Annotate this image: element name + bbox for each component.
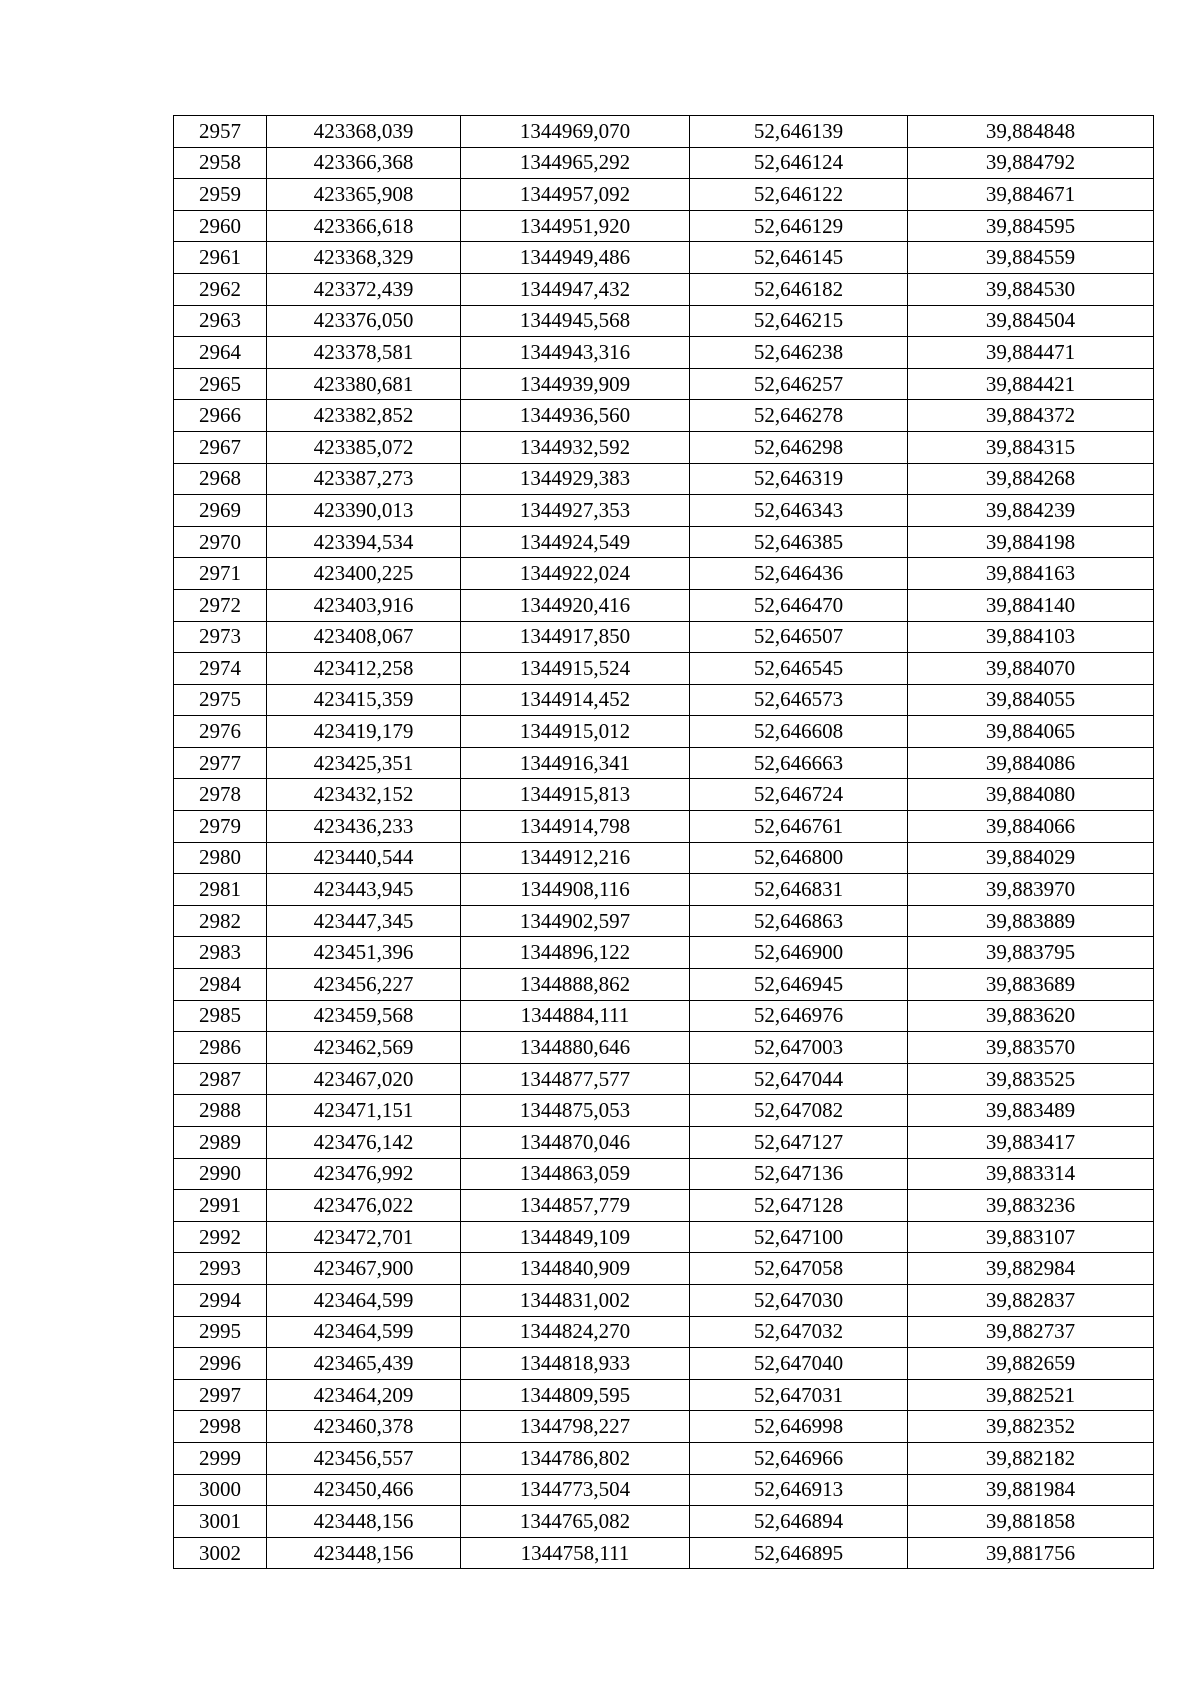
x-coordinate-cell: 423366,368 [267, 147, 461, 179]
y-coordinate-cell: 1344758,111 [461, 1537, 690, 1569]
table-row [174, 811, 1154, 843]
y-coordinate-cell: 1344917,850 [461, 621, 690, 653]
latitude-cell: 52,646966 [690, 1442, 908, 1474]
x-coordinate-cell: 423408,067 [267, 621, 461, 653]
longitude-cell: 39,882984 [908, 1253, 1154, 1285]
y-coordinate-cell: 1344951,920 [461, 210, 690, 242]
y-coordinate-cell: 1344870,046 [461, 1127, 690, 1159]
latitude-cell: 52,646139 [690, 116, 908, 148]
table-row [174, 653, 1154, 685]
x-coordinate-cell: 423436,233 [267, 811, 461, 843]
point-number-cell: 2972 [174, 589, 267, 621]
table-row [174, 495, 1154, 527]
y-coordinate-cell: 1344922,024 [461, 558, 690, 590]
latitude-cell: 52,646343 [690, 495, 908, 527]
latitude-cell: 52,646436 [690, 558, 908, 590]
point-number-cell: 2979 [174, 811, 267, 843]
table-row [174, 874, 1154, 906]
point-number-cell: 2999 [174, 1442, 267, 1474]
point-number-cell: 2998 [174, 1411, 267, 1443]
latitude-cell: 52,646238 [690, 337, 908, 369]
table-row [174, 273, 1154, 305]
longitude-cell: 39,883489 [908, 1095, 1154, 1127]
latitude-cell: 52,646800 [690, 842, 908, 874]
table-row [174, 1190, 1154, 1222]
point-number-cell: 2966 [174, 400, 267, 432]
point-number-cell: 2997 [174, 1379, 267, 1411]
table-row [174, 368, 1154, 400]
y-coordinate-cell: 1344939,909 [461, 368, 690, 400]
x-coordinate-cell: 423448,156 [267, 1537, 461, 1569]
longitude-cell: 39,883689 [908, 969, 1154, 1001]
latitude-cell: 52,646215 [690, 305, 908, 337]
table-row [174, 1316, 1154, 1348]
longitude-cell: 39,884239 [908, 495, 1154, 527]
x-coordinate-cell: 423415,359 [267, 684, 461, 716]
latitude-cell: 52,646129 [690, 210, 908, 242]
latitude-cell: 52,646298 [690, 431, 908, 463]
table-row [174, 337, 1154, 369]
x-coordinate-cell: 423464,209 [267, 1379, 461, 1411]
x-coordinate-cell: 423467,020 [267, 1063, 461, 1095]
longitude-cell: 39,881984 [908, 1474, 1154, 1506]
y-coordinate-cell: 1344947,432 [461, 273, 690, 305]
latitude-cell: 52,646319 [690, 463, 908, 495]
x-coordinate-cell: 423403,916 [267, 589, 461, 621]
latitude-cell: 52,646900 [690, 937, 908, 969]
table-row [174, 431, 1154, 463]
latitude-cell: 52,646913 [690, 1474, 908, 1506]
x-coordinate-cell: 423476,992 [267, 1158, 461, 1190]
latitude-cell: 52,646998 [690, 1411, 908, 1443]
latitude-cell: 52,647058 [690, 1253, 908, 1285]
table-row [174, 1127, 1154, 1159]
y-coordinate-cell: 1344915,012 [461, 716, 690, 748]
y-coordinate-cell: 1344912,216 [461, 842, 690, 874]
longitude-cell: 39,884140 [908, 589, 1154, 621]
x-coordinate-cell: 423451,396 [267, 937, 461, 969]
x-coordinate-cell: 423456,227 [267, 969, 461, 1001]
x-coordinate-cell: 423447,345 [267, 905, 461, 937]
longitude-cell: 39,883795 [908, 937, 1154, 969]
y-coordinate-cell: 1344915,524 [461, 653, 690, 685]
table-row [174, 463, 1154, 495]
point-number-cell: 2977 [174, 747, 267, 779]
latitude-cell: 52,646976 [690, 1000, 908, 1032]
y-coordinate-cell: 1344957,092 [461, 179, 690, 211]
table-row [174, 558, 1154, 590]
point-number-cell: 2981 [174, 874, 267, 906]
table-row [174, 1032, 1154, 1064]
table-row [174, 179, 1154, 211]
point-number-cell: 2970 [174, 526, 267, 558]
y-coordinate-cell: 1344875,053 [461, 1095, 690, 1127]
point-number-cell: 2975 [174, 684, 267, 716]
x-coordinate-cell: 423378,581 [267, 337, 461, 369]
table-row [174, 589, 1154, 621]
table-row [174, 1095, 1154, 1127]
table-row [174, 400, 1154, 432]
longitude-cell: 39,884268 [908, 463, 1154, 495]
point-number-cell: 2985 [174, 1000, 267, 1032]
table-row [174, 147, 1154, 179]
y-coordinate-cell: 1344884,111 [461, 1000, 690, 1032]
longitude-cell: 39,884471 [908, 337, 1154, 369]
y-coordinate-cell: 1344927,353 [461, 495, 690, 527]
y-coordinate-cell: 1344824,270 [461, 1316, 690, 1348]
latitude-cell: 52,646945 [690, 969, 908, 1001]
table-row [174, 305, 1154, 337]
latitude-cell: 52,646470 [690, 589, 908, 621]
latitude-cell: 52,647040 [690, 1348, 908, 1380]
table-row [174, 716, 1154, 748]
y-coordinate-cell: 1344924,549 [461, 526, 690, 558]
y-coordinate-cell: 1344840,909 [461, 1253, 690, 1285]
table-row [174, 1411, 1154, 1443]
y-coordinate-cell: 1344863,059 [461, 1158, 690, 1190]
y-coordinate-cell: 1344915,813 [461, 779, 690, 811]
latitude-cell: 52,646831 [690, 874, 908, 906]
point-number-cell: 2971 [174, 558, 267, 590]
longitude-cell: 39,883107 [908, 1221, 1154, 1253]
point-number-cell: 2976 [174, 716, 267, 748]
latitude-cell: 52,647100 [690, 1221, 908, 1253]
table-row [174, 684, 1154, 716]
x-coordinate-cell: 423382,852 [267, 400, 461, 432]
x-coordinate-cell: 423365,908 [267, 179, 461, 211]
y-coordinate-cell: 1344949,486 [461, 242, 690, 274]
longitude-cell: 39,883417 [908, 1127, 1154, 1159]
point-number-cell: 2984 [174, 969, 267, 1001]
latitude-cell: 52,647032 [690, 1316, 908, 1348]
table-row [174, 210, 1154, 242]
longitude-cell: 39,884559 [908, 242, 1154, 274]
x-coordinate-cell: 423368,039 [267, 116, 461, 148]
y-coordinate-cell: 1344798,227 [461, 1411, 690, 1443]
latitude-cell: 52,646182 [690, 273, 908, 305]
x-coordinate-cell: 423380,681 [267, 368, 461, 400]
longitude-cell: 39,881858 [908, 1506, 1154, 1538]
x-coordinate-cell: 423432,152 [267, 779, 461, 811]
latitude-cell: 52,647031 [690, 1379, 908, 1411]
point-number-cell: 2969 [174, 495, 267, 527]
point-number-cell: 2993 [174, 1253, 267, 1285]
y-coordinate-cell: 1344943,316 [461, 337, 690, 369]
x-coordinate-cell: 423440,544 [267, 842, 461, 874]
y-coordinate-cell: 1344908,116 [461, 874, 690, 906]
table-row [174, 1537, 1154, 1569]
x-coordinate-cell: 423366,618 [267, 210, 461, 242]
latitude-cell: 52,647082 [690, 1095, 908, 1127]
x-coordinate-cell: 423462,569 [267, 1032, 461, 1064]
table-row [174, 1442, 1154, 1474]
table-row [174, 779, 1154, 811]
point-number-cell: 2963 [174, 305, 267, 337]
longitude-cell: 39,882182 [908, 1442, 1154, 1474]
x-coordinate-cell: 423459,568 [267, 1000, 461, 1032]
x-coordinate-cell: 423394,534 [267, 526, 461, 558]
latitude-cell: 52,646573 [690, 684, 908, 716]
table-row [174, 1158, 1154, 1190]
point-number-cell: 2988 [174, 1095, 267, 1127]
longitude-cell: 39,884080 [908, 779, 1154, 811]
longitude-cell: 39,884055 [908, 684, 1154, 716]
coordinates-table [173, 115, 1154, 1569]
x-coordinate-cell: 423376,050 [267, 305, 461, 337]
x-coordinate-cell: 423464,599 [267, 1316, 461, 1348]
longitude-cell: 39,884070 [908, 653, 1154, 685]
table-row [174, 842, 1154, 874]
latitude-cell: 52,647030 [690, 1284, 908, 1316]
table-row [174, 621, 1154, 653]
latitude-cell: 52,647127 [690, 1127, 908, 1159]
point-number-cell: 2994 [174, 1284, 267, 1316]
y-coordinate-cell: 1344809,595 [461, 1379, 690, 1411]
y-coordinate-cell: 1344916,341 [461, 747, 690, 779]
table-row [174, 905, 1154, 937]
point-number-cell: 3001 [174, 1506, 267, 1538]
table-row [174, 1063, 1154, 1095]
longitude-cell: 39,884792 [908, 147, 1154, 179]
longitude-cell: 39,884671 [908, 179, 1154, 211]
x-coordinate-cell: 423443,945 [267, 874, 461, 906]
point-number-cell: 2973 [174, 621, 267, 653]
table-row [174, 969, 1154, 1001]
point-number-cell: 2974 [174, 653, 267, 685]
point-number-cell: 2957 [174, 116, 267, 148]
longitude-cell: 39,884315 [908, 431, 1154, 463]
x-coordinate-cell: 423456,557 [267, 1442, 461, 1474]
latitude-cell: 52,646724 [690, 779, 908, 811]
latitude-cell: 52,646894 [690, 1506, 908, 1538]
y-coordinate-cell: 1344880,646 [461, 1032, 690, 1064]
longitude-cell: 39,881756 [908, 1537, 1154, 1569]
point-number-cell: 2962 [174, 273, 267, 305]
longitude-cell: 39,884372 [908, 400, 1154, 432]
table-row [174, 526, 1154, 558]
longitude-cell: 39,884421 [908, 368, 1154, 400]
longitude-cell: 39,883314 [908, 1158, 1154, 1190]
latitude-cell: 52,646545 [690, 653, 908, 685]
longitude-cell: 39,884530 [908, 273, 1154, 305]
point-number-cell: 2964 [174, 337, 267, 369]
latitude-cell: 52,647136 [690, 1158, 908, 1190]
x-coordinate-cell: 423476,022 [267, 1190, 461, 1222]
y-coordinate-cell: 1344818,933 [461, 1348, 690, 1380]
x-coordinate-cell: 423390,013 [267, 495, 461, 527]
y-coordinate-cell: 1344896,122 [461, 937, 690, 969]
longitude-cell: 39,883525 [908, 1063, 1154, 1095]
point-number-cell: 2987 [174, 1063, 267, 1095]
y-coordinate-cell: 1344877,577 [461, 1063, 690, 1095]
longitude-cell: 39,882352 [908, 1411, 1154, 1443]
y-coordinate-cell: 1344936,560 [461, 400, 690, 432]
x-coordinate-cell: 423465,439 [267, 1348, 461, 1380]
y-coordinate-cell: 1344849,109 [461, 1221, 690, 1253]
table-row [174, 1284, 1154, 1316]
point-number-cell: 2960 [174, 210, 267, 242]
x-coordinate-cell: 423368,329 [267, 242, 461, 274]
longitude-cell: 39,883570 [908, 1032, 1154, 1064]
point-number-cell: 2959 [174, 179, 267, 211]
table-row [174, 1253, 1154, 1285]
table-row [174, 937, 1154, 969]
x-coordinate-cell: 423385,072 [267, 431, 461, 463]
point-number-cell: 2978 [174, 779, 267, 811]
longitude-cell: 39,884065 [908, 716, 1154, 748]
x-coordinate-cell: 423425,351 [267, 747, 461, 779]
y-coordinate-cell: 1344969,070 [461, 116, 690, 148]
longitude-cell: 39,882837 [908, 1284, 1154, 1316]
point-number-cell: 2992 [174, 1221, 267, 1253]
point-number-cell: 2991 [174, 1190, 267, 1222]
y-coordinate-cell: 1344902,597 [461, 905, 690, 937]
latitude-cell: 52,646863 [690, 905, 908, 937]
y-coordinate-cell: 1344914,798 [461, 811, 690, 843]
latitude-cell: 52,647044 [690, 1063, 908, 1095]
point-number-cell: 2958 [174, 147, 267, 179]
point-number-cell: 3002 [174, 1537, 267, 1569]
x-coordinate-cell: 423476,142 [267, 1127, 461, 1159]
point-number-cell: 2980 [174, 842, 267, 874]
longitude-cell: 39,882737 [908, 1316, 1154, 1348]
latitude-cell: 52,647003 [690, 1032, 908, 1064]
point-number-cell: 2990 [174, 1158, 267, 1190]
longitude-cell: 39,882659 [908, 1348, 1154, 1380]
table-row [174, 747, 1154, 779]
latitude-cell: 52,646663 [690, 747, 908, 779]
longitude-cell: 39,884163 [908, 558, 1154, 590]
point-number-cell: 2983 [174, 937, 267, 969]
y-coordinate-cell: 1344914,452 [461, 684, 690, 716]
table-row [174, 1348, 1154, 1380]
longitude-cell: 39,884086 [908, 747, 1154, 779]
x-coordinate-cell: 423387,273 [267, 463, 461, 495]
x-coordinate-cell: 423450,466 [267, 1474, 461, 1506]
latitude-cell: 52,646385 [690, 526, 908, 558]
x-coordinate-cell: 423464,599 [267, 1284, 461, 1316]
y-coordinate-cell: 1344765,082 [461, 1506, 690, 1538]
y-coordinate-cell: 1344945,568 [461, 305, 690, 337]
latitude-cell: 52,646122 [690, 179, 908, 211]
y-coordinate-cell: 1344929,383 [461, 463, 690, 495]
longitude-cell: 39,884198 [908, 526, 1154, 558]
latitude-cell: 52,646145 [690, 242, 908, 274]
x-coordinate-cell: 423400,225 [267, 558, 461, 590]
x-coordinate-cell: 423372,439 [267, 273, 461, 305]
longitude-cell: 39,884595 [908, 210, 1154, 242]
latitude-cell: 52,646278 [690, 400, 908, 432]
x-coordinate-cell: 423448,156 [267, 1506, 461, 1538]
point-number-cell: 2982 [174, 905, 267, 937]
latitude-cell: 52,646608 [690, 716, 908, 748]
point-number-cell: 2967 [174, 431, 267, 463]
y-coordinate-cell: 1344920,416 [461, 589, 690, 621]
y-coordinate-cell: 1344773,504 [461, 1474, 690, 1506]
table-row [174, 242, 1154, 274]
point-number-cell: 2986 [174, 1032, 267, 1064]
table-row [174, 1506, 1154, 1538]
point-number-cell: 2995 [174, 1316, 267, 1348]
longitude-cell: 39,884504 [908, 305, 1154, 337]
table-row [174, 1379, 1154, 1411]
longitude-cell: 39,883236 [908, 1190, 1154, 1222]
coordinates-table-body [174, 116, 1154, 1569]
latitude-cell: 52,646761 [690, 811, 908, 843]
longitude-cell: 39,884029 [908, 842, 1154, 874]
point-number-cell: 2968 [174, 463, 267, 495]
latitude-cell: 52,646895 [690, 1537, 908, 1569]
point-number-cell: 2961 [174, 242, 267, 274]
latitude-cell: 52,646124 [690, 147, 908, 179]
table-row [174, 1000, 1154, 1032]
y-coordinate-cell: 1344831,002 [461, 1284, 690, 1316]
y-coordinate-cell: 1344888,862 [461, 969, 690, 1001]
latitude-cell: 52,646507 [690, 621, 908, 653]
longitude-cell: 39,884103 [908, 621, 1154, 653]
point-number-cell: 3000 [174, 1474, 267, 1506]
point-number-cell: 2996 [174, 1348, 267, 1380]
longitude-cell: 39,884066 [908, 811, 1154, 843]
y-coordinate-cell: 1344857,779 [461, 1190, 690, 1222]
latitude-cell: 52,647128 [690, 1190, 908, 1222]
x-coordinate-cell: 423412,258 [267, 653, 461, 685]
longitude-cell: 39,884848 [908, 116, 1154, 148]
y-coordinate-cell: 1344932,592 [461, 431, 690, 463]
table-row [174, 1221, 1154, 1253]
x-coordinate-cell: 423419,179 [267, 716, 461, 748]
table-row [174, 116, 1154, 148]
x-coordinate-cell: 423472,701 [267, 1221, 461, 1253]
longitude-cell: 39,883620 [908, 1000, 1154, 1032]
x-coordinate-cell: 423471,151 [267, 1095, 461, 1127]
longitude-cell: 39,882521 [908, 1379, 1154, 1411]
y-coordinate-cell: 1344965,292 [461, 147, 690, 179]
y-coordinate-cell: 1344786,802 [461, 1442, 690, 1474]
x-coordinate-cell: 423460,378 [267, 1411, 461, 1443]
x-coordinate-cell: 423467,900 [267, 1253, 461, 1285]
point-number-cell: 2965 [174, 368, 267, 400]
point-number-cell: 2989 [174, 1127, 267, 1159]
longitude-cell: 39,883889 [908, 905, 1154, 937]
longitude-cell: 39,883970 [908, 874, 1154, 906]
table-row [174, 1474, 1154, 1506]
latitude-cell: 52,646257 [690, 368, 908, 400]
